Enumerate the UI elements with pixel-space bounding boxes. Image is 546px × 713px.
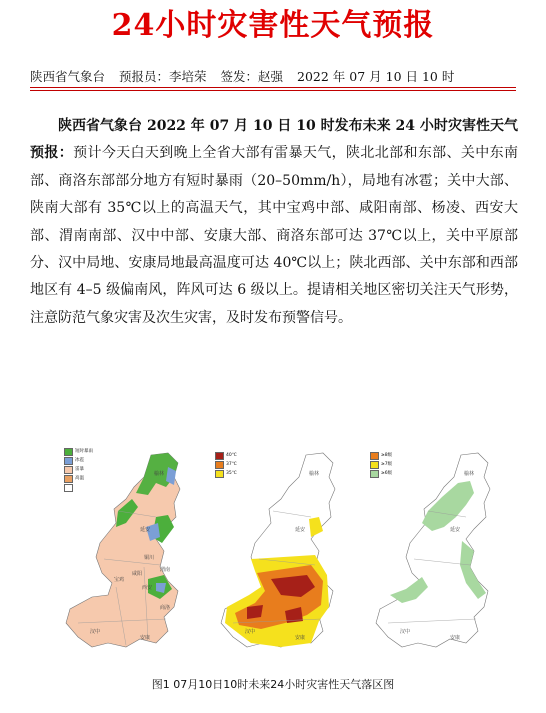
- legend-label: 40℃: [226, 452, 237, 458]
- city-label: 商洛: [160, 605, 171, 611]
- city-label: 延安: [295, 527, 306, 533]
- map-thunderstorm: [56, 447, 206, 673]
- city-label: 安康: [295, 635, 306, 641]
- meta-line: [30, 69, 514, 85]
- legend-swatch: [64, 457, 73, 465]
- legend-swatch: [370, 470, 379, 478]
- city-label: 汉中: [400, 629, 411, 635]
- city-label: 延安: [450, 527, 461, 533]
- legend-label: ≥8级: [381, 452, 393, 458]
- map-high-temp-svg: [211, 447, 361, 673]
- divider-thin: [30, 90, 516, 91]
- issue-datetime: 2022 年 07 月 10 日 10 时: [297, 69, 455, 84]
- forecast-body: [30, 113, 518, 332]
- legend-swatch: [64, 475, 73, 483]
- legend-swatch: [215, 470, 224, 478]
- city-label: 榆林: [154, 471, 165, 477]
- city-label: 榆林: [309, 471, 320, 477]
- legend-gale: [370, 451, 392, 478]
- signer: 签发：赵强: [220, 69, 284, 84]
- legend-thunderstorm: [64, 447, 93, 492]
- province-outline: [376, 453, 490, 647]
- legend-high-temp: [215, 451, 237, 478]
- city-label: 汉中: [90, 629, 101, 635]
- map-high-temp: [211, 447, 361, 673]
- forecast-lead: 陕西省气象台 2022 年 07 月 10 日 10 时发布未来 24 小时灾害性天气预报：: [30, 118, 518, 162]
- legend-label: 雷暴: [75, 466, 84, 472]
- page-title: 24小时灾害性天气预报: [111, 8, 435, 43]
- legend-swatch: [64, 466, 73, 474]
- city-label: 安康: [450, 635, 461, 641]
- city-label: 咸阳: [132, 571, 143, 577]
- map-panel: [56, 447, 516, 673]
- city-label: 安康: [140, 635, 151, 641]
- map-gale-svg: [366, 447, 516, 673]
- heat40-area-hanzhong: [247, 605, 263, 619]
- legend-swatch: [215, 461, 224, 469]
- legend-swatch: [64, 448, 73, 456]
- legend-label: 37℃: [226, 461, 237, 467]
- map-gale: [366, 447, 516, 673]
- city-label: 西安: [142, 585, 153, 591]
- city-label: 汉中: [245, 629, 256, 635]
- city-label: 榆林: [464, 471, 475, 477]
- forecaster: 预报员：李培荣: [119, 69, 207, 84]
- legend-label: 高温: [75, 475, 84, 481]
- legend-label: ≥7级: [381, 461, 393, 467]
- legend-swatch: [64, 484, 73, 492]
- divider-thick: [30, 87, 516, 88]
- agency-name: 陕西省气象台: [30, 69, 106, 84]
- legend-swatch: [370, 452, 379, 460]
- city-label: 宝鸡: [114, 577, 125, 583]
- city-label: 渭南: [160, 567, 171, 573]
- legend-label: 35℃: [226, 470, 237, 476]
- city-label: 铜川: [144, 555, 155, 561]
- legend-swatch: [370, 461, 379, 469]
- legend-label: 冰雹: [75, 457, 84, 463]
- city-label: 延安: [140, 527, 151, 533]
- legend-label: ≥6级: [381, 470, 393, 476]
- legend-swatch: [215, 452, 224, 460]
- legend-label: 短时暴雨: [75, 448, 93, 454]
- forecast-text: 预计今天白天到晚上全省大部有雷暴天气，陕北北部和东部、关中东南部、商洛东部部分地方有短时暴雨（20–50mm/h），局地有冰雹；关中大部、陕南大部有 35℃以上的高温天气，其中宝鸡中部、咸阳南部、杨凌、西安大部、渭南南部、汉中中部、安康大部、商洛东部可达 37℃以上，关中平原部分、汉中局地、安康局地最高温度可达 40℃以上；陕北西部、关中东部和西部地区有 4–5 级偏南风，阵风可达 6 级以上。提请相关地区密切关注天气形势，注意防范气象灾害及次生灾害，及时发布预警信号。: [30, 145, 519, 326]
- figure-caption: 图1 07月10日10时未来24小时灾害性天气落区图: [151, 678, 395, 691]
